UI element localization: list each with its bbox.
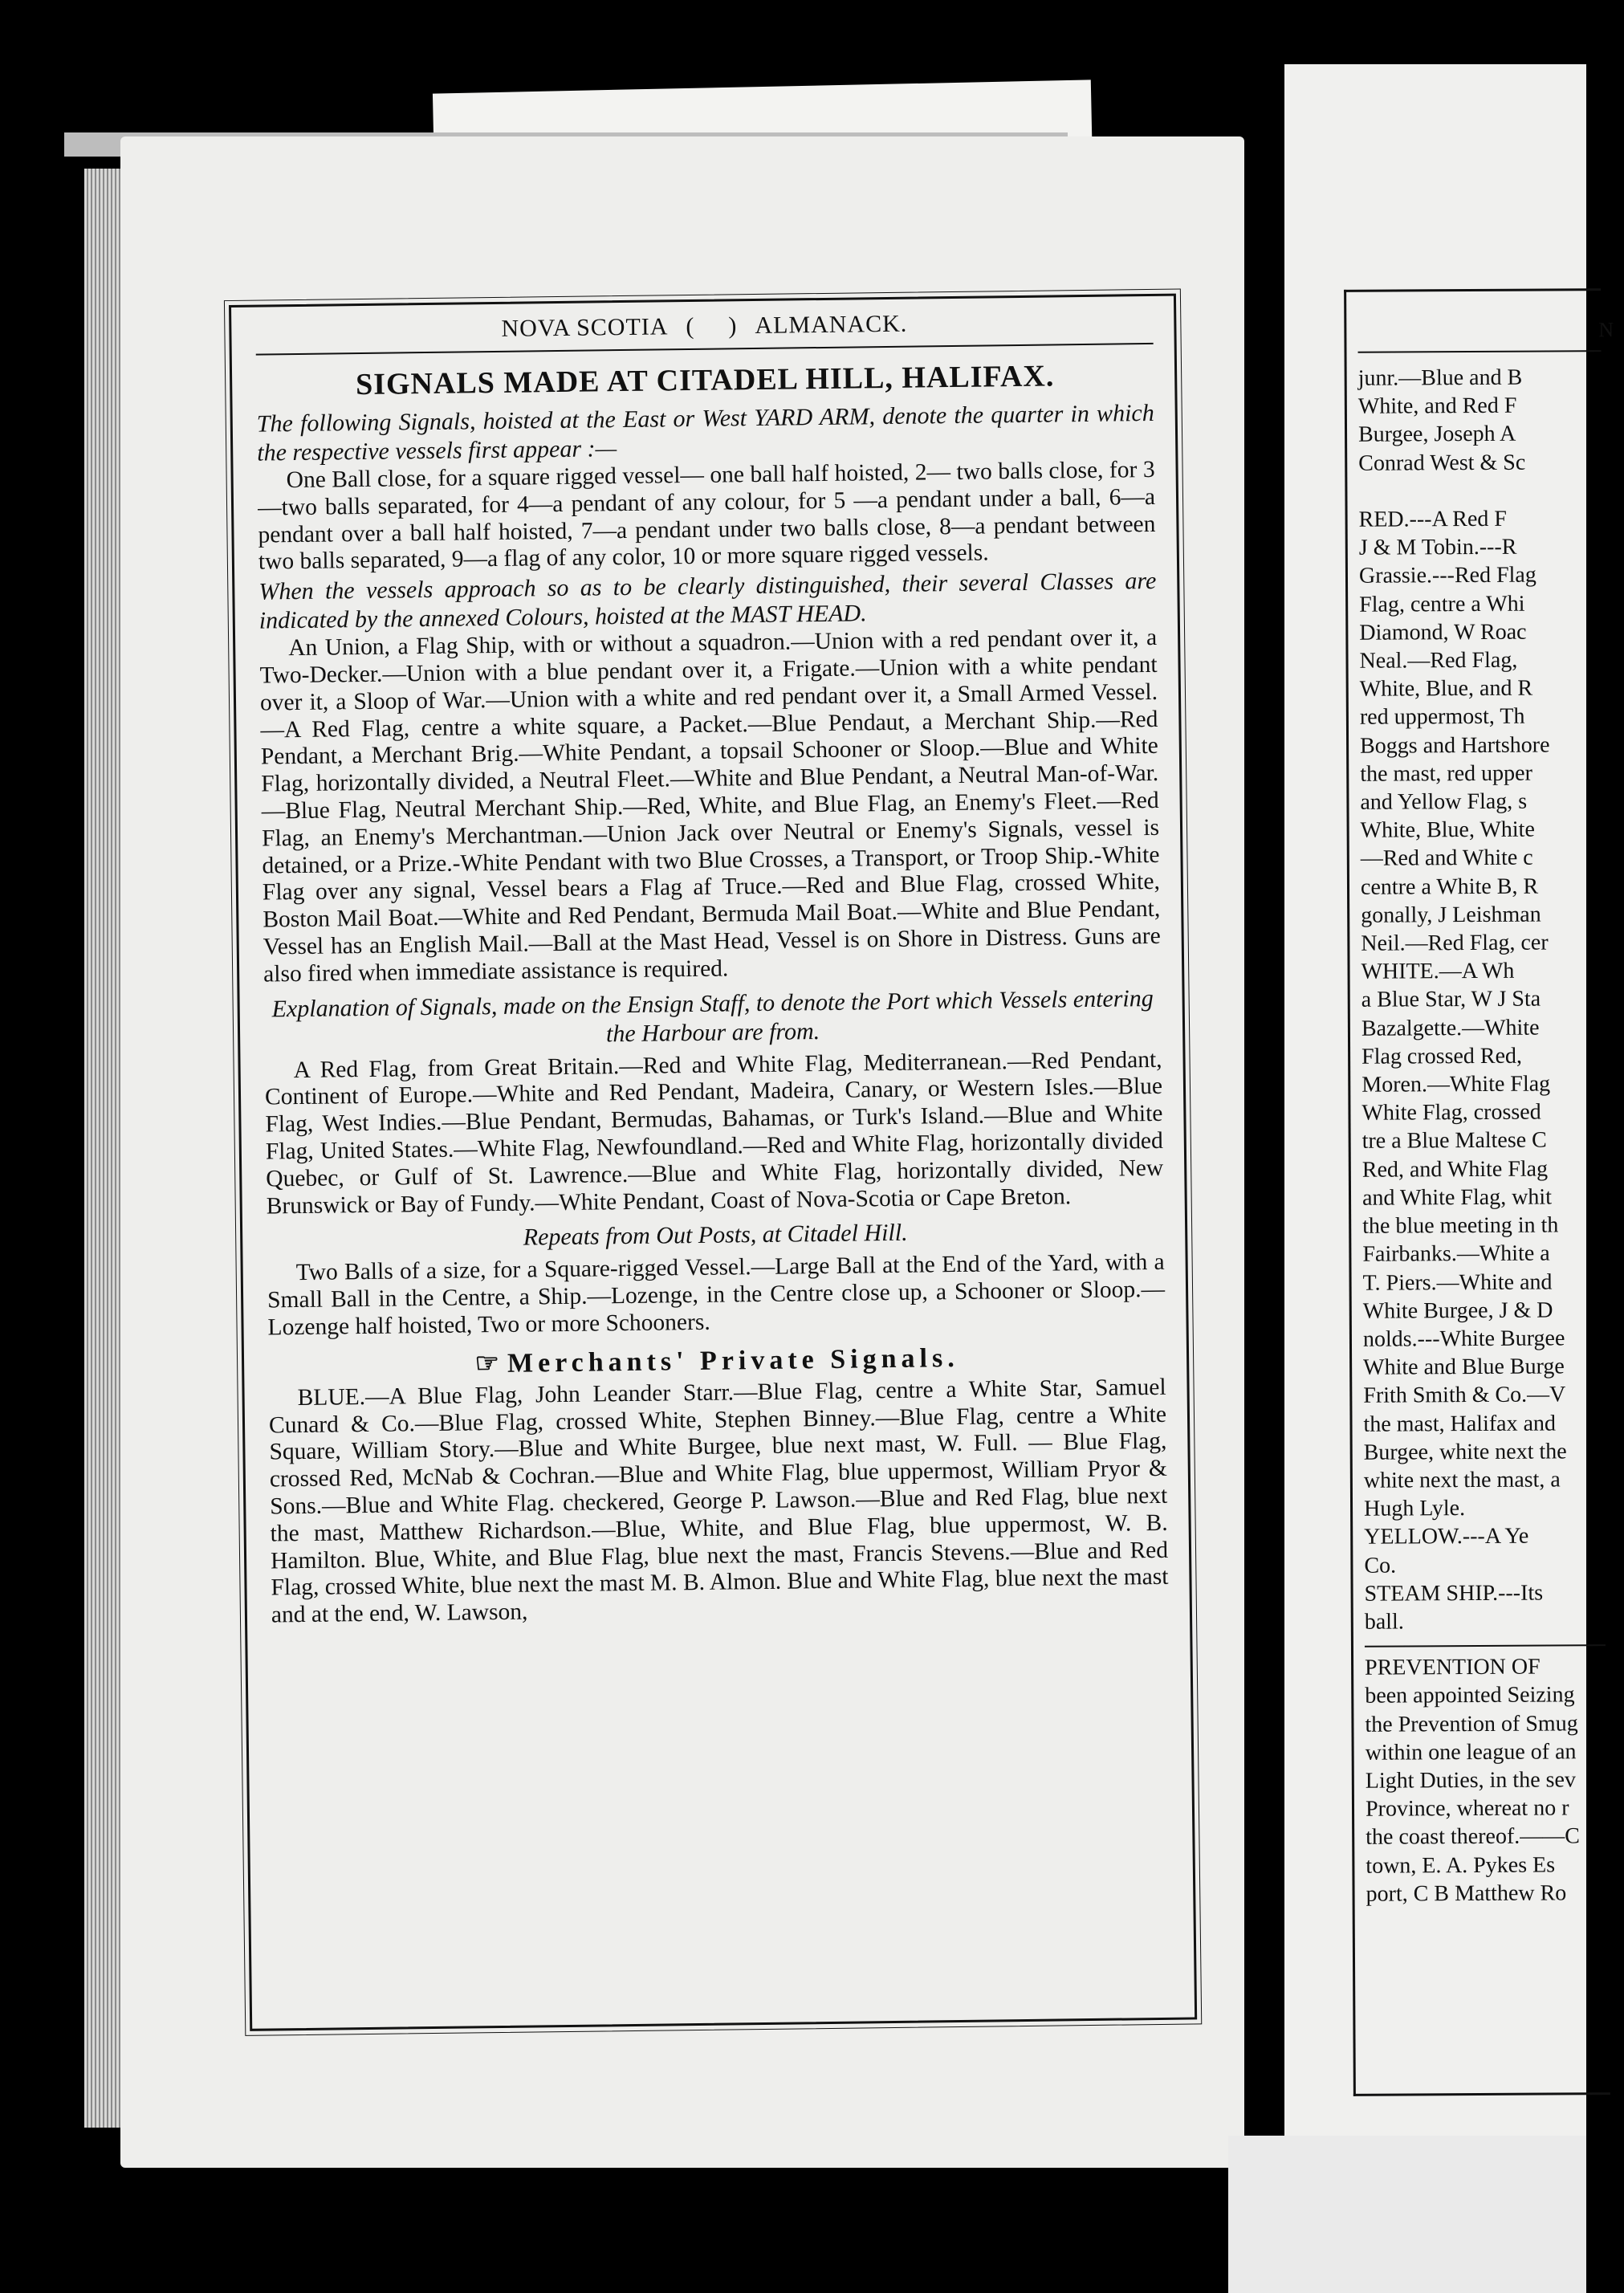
right-page-line: White, Blue, White (1360, 817, 1535, 844)
right-page-line: red uppermost, Th (1359, 704, 1525, 731)
right-page-line: Province, whereat no r (1365, 1795, 1569, 1822)
right-page-line: White and Blue Burge (1363, 1354, 1565, 1380)
right-page-line: within one league of an (1365, 1739, 1577, 1766)
right-page-line: RED.---A Red F (1358, 506, 1508, 532)
right-page-line: port, C B Matthew Ro (1366, 1880, 1567, 1907)
right-page-line: Hugh Lyle. (1363, 1496, 1466, 1521)
right-page-line: the mast, Halifax and (1363, 1411, 1557, 1437)
right-page-line: Red, and White Flag (1361, 1156, 1549, 1183)
right-page-line: White Flag, crossed (1361, 1099, 1541, 1126)
right-page-line: Bazalgette.—White (1361, 1015, 1540, 1041)
right-page-line: the blue meeting in th (1362, 1212, 1559, 1239)
right-page-lines-2 (1365, 1652, 1610, 1908)
merchants-heading-text: Merchants' Private Signals. (507, 1342, 959, 1379)
right-page-line: White, and Red F (1357, 393, 1517, 419)
right-page-line: the coast thereof.——C (1366, 1823, 1580, 1851)
repeats-italic: Repeats from Out Posts, at Citadel Hill. (523, 1220, 908, 1251)
right-page-line: Boggs and Hartshore (1360, 732, 1550, 759)
para-repeats: Two Balls of a size, for a Square-rigged Vessel.—Large Ball at the End of the Yard, with a Small Ball in the Centre, a Ship.—Lozenge, in the Centre close up, a Schooner or Sloop.—Lozenge half hoisted, Two or more Schooners. (267, 1249, 1166, 1341)
right-page-line: nolds.---White Burgee (1362, 1326, 1565, 1352)
right-page-line: WHITE.—A Wh (1361, 959, 1515, 985)
right-page-line: T. Piers.—White and (1362, 1269, 1553, 1296)
right-page-line: YELLOW.---A Ye (1364, 1523, 1529, 1550)
right-page-line: J & M Tobin.---R (1358, 534, 1517, 560)
right-page-line: —Red and White c (1360, 845, 1533, 872)
right-page-line: tre a Blue Maltese C (1361, 1128, 1547, 1155)
right-page-line: White, Blue, and R (1359, 675, 1533, 702)
right-page-line: White Burgee, J & D (1362, 1297, 1553, 1324)
para-ensign-staff: A Red Flag, from Great Britain.—Red and White Flag, Mediterranean.—Red Pendant, Continent of Europe.—White and Red Pendant, Madeira, Canary, or Western Isles.—Blue Flag, West Indies.—Blue Pendant, Bermudas, Bahamas, or Turk's Island.—Blue and White Flag, United States.—White Flag, Newfoundland.—Red and White Flag, horizontally divided Quebec, or Gulf of St. Lawrence.—Blue and White Flag, horizontally divided, New Brunswick or Bay of Fundy.—White Pendant, Coast of Nova-Scotia or Cape Breton. (264, 1046, 1164, 1220)
pointing-hand-icon: ☞ (474, 1348, 500, 1379)
right-page-line: the mast, red upper (1360, 760, 1532, 787)
right-page-line: Burgee, Joseph A (1357, 422, 1516, 448)
right-page-line: Flag, centre a Whi (1359, 591, 1525, 617)
right-page-line: gonally, J Leishman (1361, 902, 1541, 928)
right-page-line: been appointed Seizing (1365, 1682, 1575, 1709)
right-page-line: Moren.—White Flag (1361, 1071, 1551, 1098)
right-page-line: Light Duties, in the sev (1365, 1767, 1576, 1794)
right-page-line (1358, 476, 1602, 506)
intro-italic: The following Signals, hoisted at the East or West YARD ARM, denote the quarter in which the respective vessels first appear :— (256, 399, 1154, 466)
right-running-head: N (1357, 307, 1601, 353)
right-page-lines (1358, 363, 1608, 1636)
right-page-line: PREVENTION OF (1365, 1654, 1541, 1680)
explanation-italic: Explanation of Signals, made on the Ensign Staff, to denote the Port which Vessels entering the Harbour are from. (271, 984, 1154, 1047)
bottom-paper-strip (1228, 2136, 1586, 2293)
when-italic: When the vessels approach so as to be clearly distinguished, their several Classes are indicated by the annexed Colours, hoisted at the MAST HEAD. (258, 568, 1157, 634)
right-page-line: STEAM SHIP.---Its (1364, 1580, 1544, 1607)
right-page-line: Burgee, white next the (1363, 1439, 1567, 1465)
right-page-line: Co. (1364, 1553, 1397, 1578)
right-page-line: a Blue Star, W J Sta (1361, 987, 1541, 1013)
right-page-rule (1365, 1644, 1606, 1647)
right-page-line: town, E. A. Pykes Es (1366, 1852, 1556, 1879)
para-ball-signals: One Ball close, for a square rigged vessel— one ball half hoisted, 2— two balls close, for 3—two balls separated, for 4—a pendant of any colour, for 5 —a pendant under a ball, 6—a pendant over a ball half hoisted, 7—a pendant under two balls close, 8—a pendant between two balls separated, 9—a flag of any color, 10 or more square rigged vessels. (257, 456, 1156, 575)
right-page-line: Flag crossed Red, (1361, 1043, 1523, 1069)
right-page-line: white next the mast, a (1363, 1467, 1561, 1493)
running-head (255, 307, 1153, 356)
running-head-right: ALMANACK. (755, 310, 908, 339)
right-page-line: junr.—Blue and B (1357, 365, 1523, 391)
right-page-line: Neil.—Red Flag, cer (1361, 930, 1549, 956)
right-page-line: Diamond, W Roac (1359, 619, 1527, 646)
right-page-line: Frith Smith & Co.—V (1363, 1382, 1566, 1409)
right-page-line: the Prevention of Smug (1365, 1710, 1578, 1737)
right-page-line: centre a White B, R (1360, 874, 1539, 900)
right-page-line: and White Flag, whit (1361, 1184, 1553, 1211)
right-page-line: Grassie.---Red Flag (1358, 563, 1536, 589)
para-mast-head-signals: An Union, a Flag Ship, with or without a squadron.—Union with a red pendant over it, a Two-Decker.—Union with a blue pendant over it, a Frigate.—Union with a white pendant over it, a Sloop of War.—Union with a white and red pendant over it, a Small Armed Vessel.—A Red Flag, centre a white square, a Packet.—Blue Pendaut, a Merchant Ship.—Red Pendant, a Merchant Brig.—White Pendant, a topsail Schooner or Sloop.—Blue and White Flag, horizontally divided, a Neutral Fleet.—White and Blue Pendant, a Neutral Man-of-War.—Blue Flag, Neutral Merchant Ship.—Red, White, and Blue Flag, an Enemy's Fleet.—Red Flag, an Enemy's Merchantman.—Union Jack over Neutral or Enemy's Signals, vessel is detained, or a Prize.-White Pendant with two Blue Crosses, a Transport, or Troop Ship.-White Flag over any signal, Vessel bears a Flag af Truce.—Red and Blue Flag, crossed White, Boston Mail Boat.—White and Red Pendant, Bermuda Mail Boat.—White and Blue Pendant, Vessel has an English Mail.—Ball at the Mast Head, Vessel is on Shore in Distress. Guns are also fired when immediate assistance is required. (259, 625, 1161, 988)
page-title: SIGNALS MADE AT CITADEL HILL, HALIFAX. (355, 359, 1055, 402)
right-page-line: Conrad West & Sc (1358, 450, 1526, 476)
running-head-paren-open: ( (686, 312, 695, 340)
right-page-line: Neal.—Red Flag, (1359, 647, 1518, 674)
text-frame (229, 294, 1197, 2031)
right-page-line: and Yellow Flag, s (1360, 788, 1528, 815)
right-page-frame (1344, 288, 1615, 2096)
right-page-line: Fairbanks.—White a (1362, 1240, 1550, 1268)
running-head-left: NOVA SCOTIA (501, 313, 669, 342)
right-page-line: ball. (1364, 1609, 1404, 1635)
running-head-paren-close: ) (728, 312, 738, 340)
para-merchants-blue: BLUE.—A Blue Flag, John Leander Starr.—Blue Flag, centre a White Star, Samuel Cunard & Co.—Blue Flag, crossed White, Stephen Binney.—Blue Flag, centre a White Square, William Story.—Blue and White Burgee, blue next mast, W. Full. — Blue Flag, crossed Red, McNab & Cochran.—Blue and White Flag, blue uppermost, William Pryor & Sons.—Blue and White Flag. checkered, George P. Lawson.—Blue and Red Flag, blue next the mast, Matthew Richardson.—Blue, White, and Blue Flag, blue uppermost, W. B. Hamilton. Blue, White, and Blue Flag, blue next the mast, Francis Stevens.—Blue and Red Flag, crossed White, blue next the mast M. B. Almon. Blue and White Flag, blue next the mast and at the end, W. Lawson, (268, 1374, 1169, 1628)
